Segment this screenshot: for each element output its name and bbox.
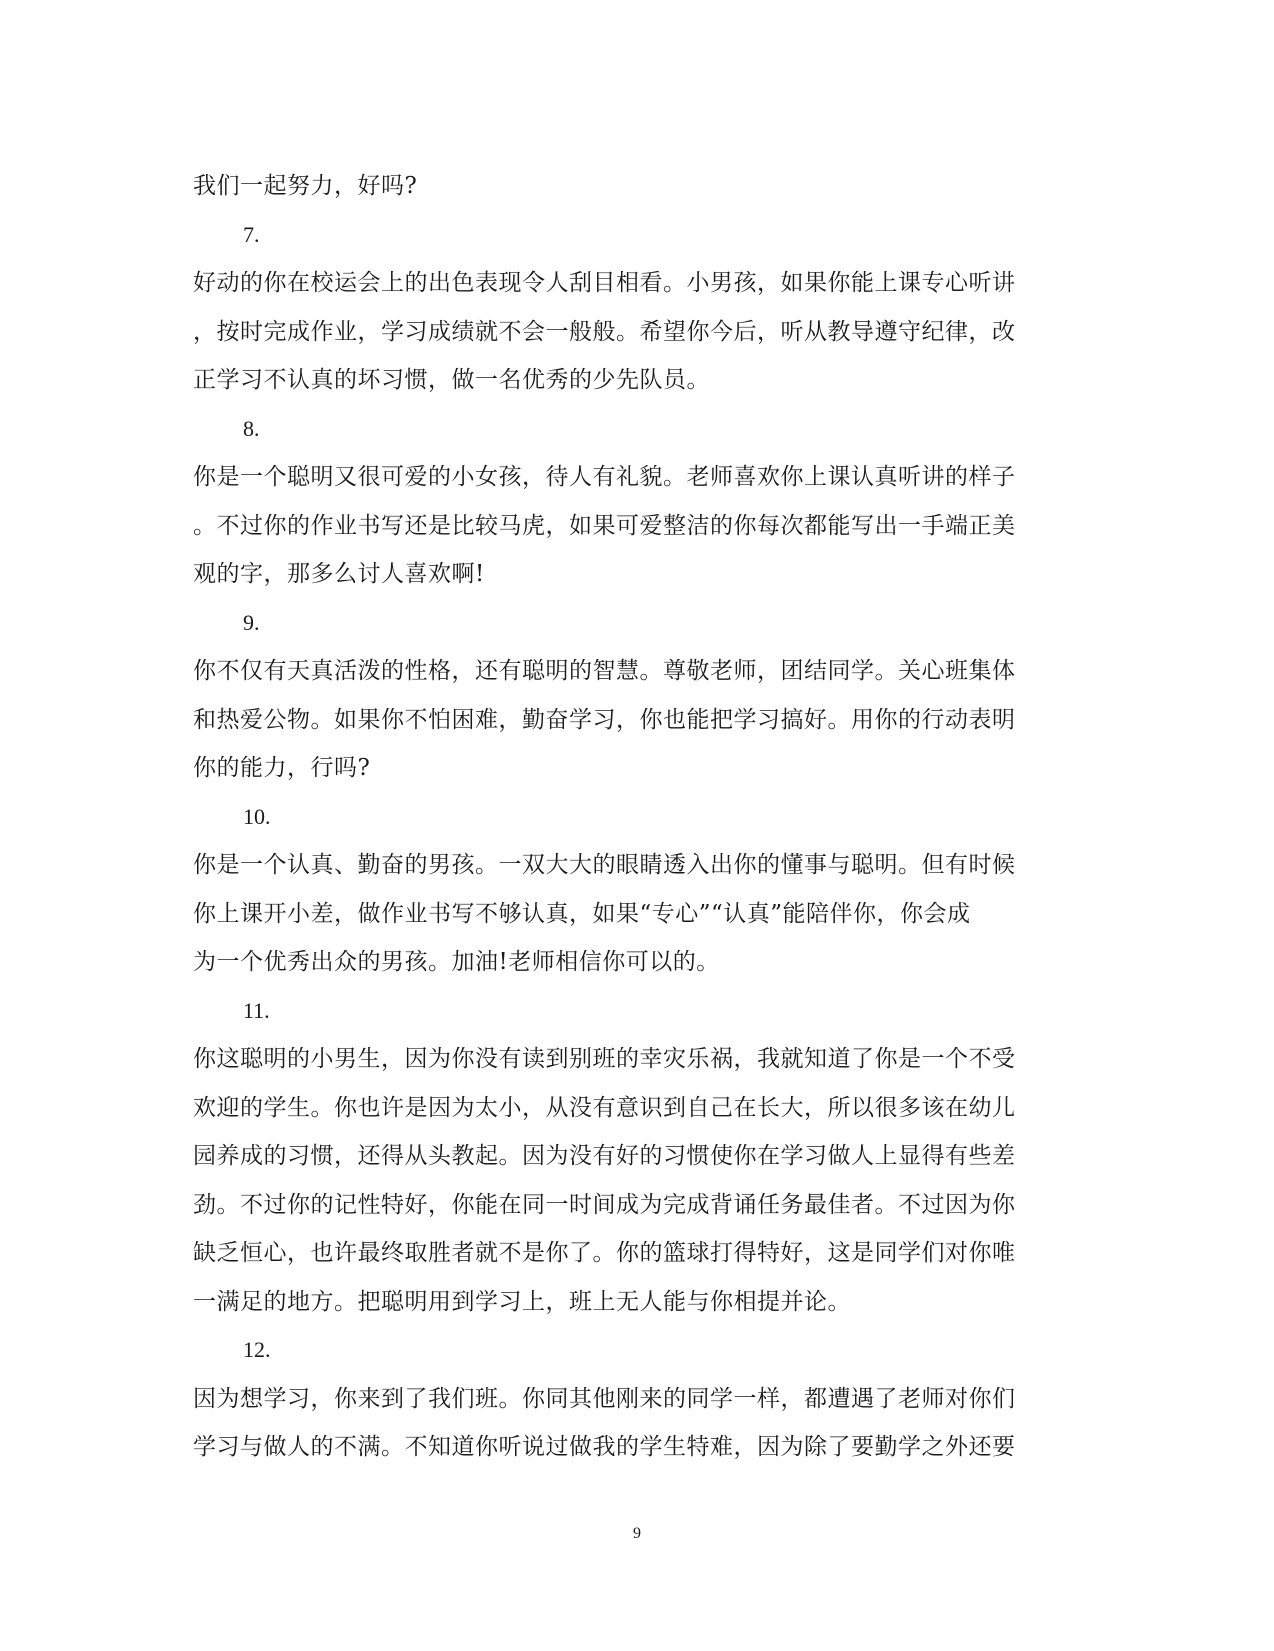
text-line: 我们一起努力，好吗? bbox=[193, 173, 418, 199]
text-line: 你是一个认真、勤奋的男孩。一双大大的眼睛透入出你的懂事与聪明。但有时候 bbox=[193, 852, 1016, 878]
item-number: 10. bbox=[243, 803, 271, 829]
page-number: 9 bbox=[633, 1525, 641, 1542]
text-line: 和热爱公物。如果你不怕困难，勤奋学习，你也能把学习搞好。用你的行动表明 bbox=[193, 706, 1016, 733]
text-line: 观的字，那多么讨人喜欢啊! bbox=[193, 561, 485, 587]
item-number: 8. bbox=[243, 415, 260, 441]
text-line: 园养成的习惯，还得从头教起。因为没有好的习惯使你在学习做人上显得有些差 bbox=[193, 1143, 1016, 1169]
text-line: 。不过你的作业书写还是比较马虎，如果可爱整洁的你每次都能写出一手端正美 bbox=[193, 512, 1016, 539]
text-line: 劲。不过你的记性特好，你能在同一时间成为完成背诵任务最佳者。不过因为你 bbox=[193, 1191, 1016, 1218]
item-number: 9. bbox=[243, 609, 260, 635]
item-number: 11. bbox=[243, 997, 270, 1023]
item-number: 7. bbox=[243, 221, 260, 247]
text-line: ，按时完成作业，学习成绩就不会一般般。希望你今后，听从教导遵守纪律，改 bbox=[193, 318, 1016, 345]
text-line: 缺乏恒心，也许最终取胜者就不是你了。你的篮球打得特好，这是同学们对你唯 bbox=[193, 1240, 1016, 1266]
text-line: 你不仅有天真活泼的性格，还有聪明的智慧。尊敬老师，团结同学。关心班集体 bbox=[193, 658, 1016, 684]
text-line: 一满足的地方。把聪明用到学习上，班上无人能与你相提并论。 bbox=[193, 1288, 851, 1315]
text-line: 你是一个聪明又很可爱的小女孩，待人有礼貌。老师喜欢你上课认真听讲的样子 bbox=[193, 464, 1016, 490]
text-line: 欢迎的学生。你也许是因为太小，从没有意识到自己在长大，所以很多该在幼儿 bbox=[193, 1094, 1016, 1121]
text-line: 你上课开小差，做作业书写不够认真，如果“专心”“认真”能陪伴你，你会成 bbox=[193, 900, 971, 927]
text-line: 因为想学习，你来到了我们班。你同其他刚来的同学一样，都遭遇了老师对你们 bbox=[193, 1385, 1016, 1412]
text-line: 学习与做人的不满。不知道你听说过做我的学生特难，因为除了要勤学之外还要 bbox=[193, 1434, 1016, 1460]
text-line: 好动的你在校运会上的出色表现令人刮目相看。小男孩，如果你能上课专心听讲 bbox=[193, 270, 1016, 296]
item-number: 12. bbox=[243, 1337, 271, 1362]
text-line: 你的能力，行吗? bbox=[193, 755, 371, 781]
text-line: 你这聪明的小男生，因为你没有读到别班的幸灾乐祸，我就知道了你是一个不受 bbox=[193, 1046, 1016, 1072]
document-body bbox=[193, 162, 1073, 1472]
text-line: 为一个优秀出众的男孩。加油!老师相信你可以的。 bbox=[193, 949, 720, 975]
text-line: 正学习不认真的坏习惯，做一名优秀的少先队员。 bbox=[193, 367, 710, 393]
